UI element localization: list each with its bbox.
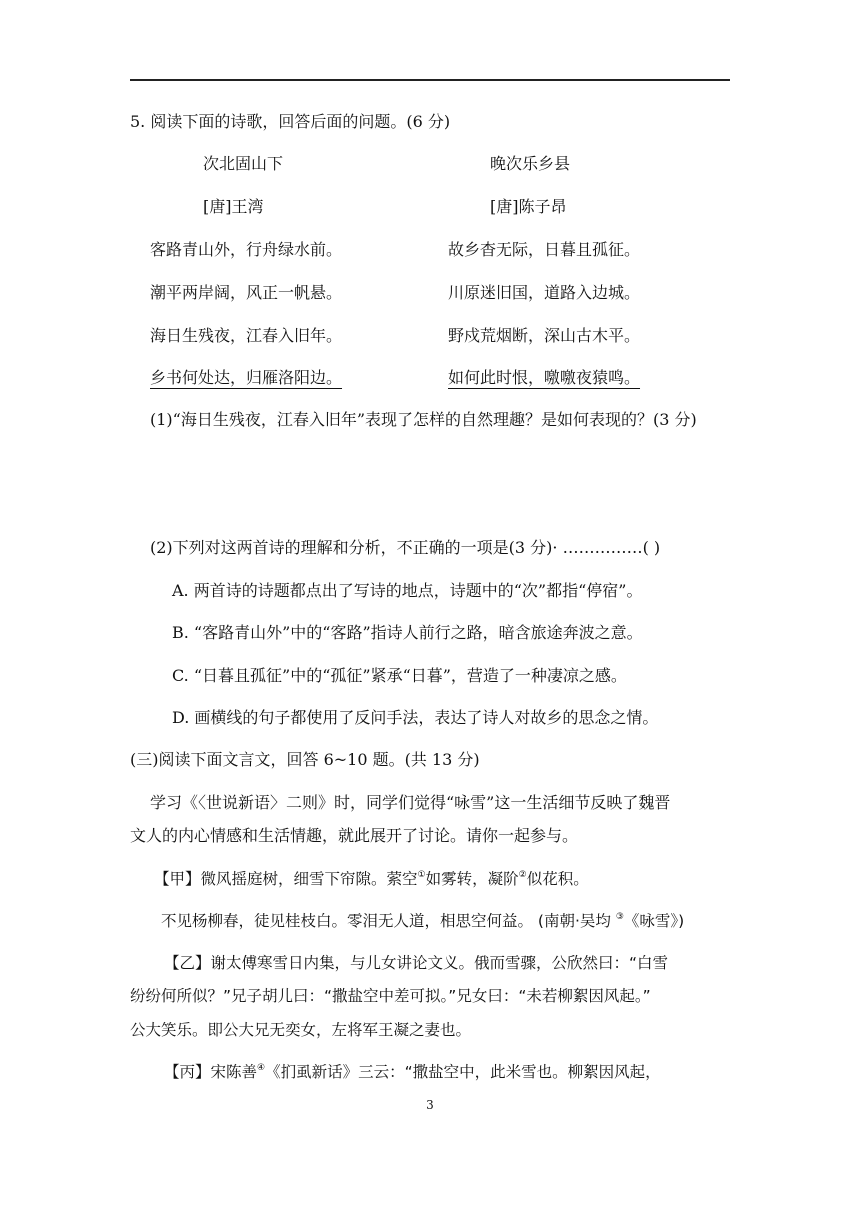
intro-paragraph: 学习《〈世说新语〉二则》时，同学们觉得“咏雪”这一生活细节反映了魏晋 bbox=[150, 793, 671, 812]
poem2-line: 野戍荒烟断，深山古木平。 bbox=[448, 326, 641, 345]
section-3-heading: (三)阅读下面文言文，回答 6~10 题。(共 13 分) bbox=[130, 750, 480, 769]
poem1-line: 潮平两岸阔，风正一帆悬。 bbox=[150, 283, 343, 302]
option-a: A. 两首诗的诗题都点出了写诗的地点，诗题中的“次”都指“停宿”。 bbox=[172, 581, 643, 600]
passage-jia: 不见杨柳春，徒见桂枝白。零泪无人道，相思空何益。 (南朝·吴均 ③《咏雪》) bbox=[161, 912, 685, 930]
option-b: B. “客路青山外”中的“客路”指诗人前行之路，暗含旅途奔波之意。 bbox=[172, 623, 643, 642]
poem1-author: [唐]王湾 bbox=[203, 197, 264, 216]
poem2-line: 故乡杳无际，日暮且孤征。 bbox=[448, 240, 641, 259]
sub-question-1: (1)“海日生残夜，江春入旧年”表现了怎样的自然理趣？是如何表现的？(3 分) bbox=[150, 410, 697, 429]
poem1-line: 客路青山外，行舟绿水前。 bbox=[150, 240, 343, 259]
poem2-line: 川原迷旧国，道路入边城。 bbox=[448, 283, 641, 302]
header-rule bbox=[130, 79, 730, 81]
page-number: 3 bbox=[426, 1098, 434, 1112]
passage-jia: 【甲】微风摇庭树，细雪下帘隙。萦空①如雾转，凝阶②似花积。 bbox=[154, 870, 589, 888]
poem1-line: 海日生残夜，江春入旧年。 bbox=[150, 326, 343, 345]
poem1-title: 次北固山下 bbox=[203, 154, 284, 173]
intro-paragraph: 文人的内心情感和生活情趣，就此展开了讨论。请你一起参与。 bbox=[130, 826, 579, 845]
passage-yi: 公大笑乐。即公大兄无奕女，左将军王凝之妻也。 bbox=[130, 1021, 472, 1039]
passage-yi: 纷纷何所似？”兄子胡儿曰：“撒盐空中差可拟。”兄女曰：“未若柳絮因风起。” bbox=[130, 987, 651, 1005]
poem2-author: [唐]陈子昂 bbox=[490, 197, 567, 216]
option-d: D. 画横线的句子都使用了反问手法，表达了诗人对故乡的思念之情。 bbox=[172, 708, 659, 727]
poem1-underlined-line: 乡书何处达，归雁洛阳边。 bbox=[150, 368, 343, 387]
poem2-underlined-line: 如何此时恨，噭噭夜猿鸣。 bbox=[448, 368, 641, 387]
poem2-title: 晚次乐乡县 bbox=[490, 154, 571, 173]
option-c: C. “日暮且孤征”中的“孤征”紧承“日暮”，营造了一种凄凉之感。 bbox=[172, 666, 627, 685]
question-5-prompt: 5. 阅读下面的诗歌，回答后面的问题。(6 分) bbox=[130, 112, 451, 131]
passage-bing: 【丙】宋陈善④《扪虱新话》三云：“撒盐空中，此米雪也。柳絮因风起， bbox=[164, 1063, 661, 1081]
passage-yi: 【乙】谢太傅寒雪日内集，与儿女讲论文义。俄而雪骤，公欣然曰：“白雪 bbox=[164, 954, 669, 972]
sub-question-2: (2)下列对这两首诗的理解和分析，不正确的一项是(3 分)· ……………( ) bbox=[150, 538, 661, 557]
